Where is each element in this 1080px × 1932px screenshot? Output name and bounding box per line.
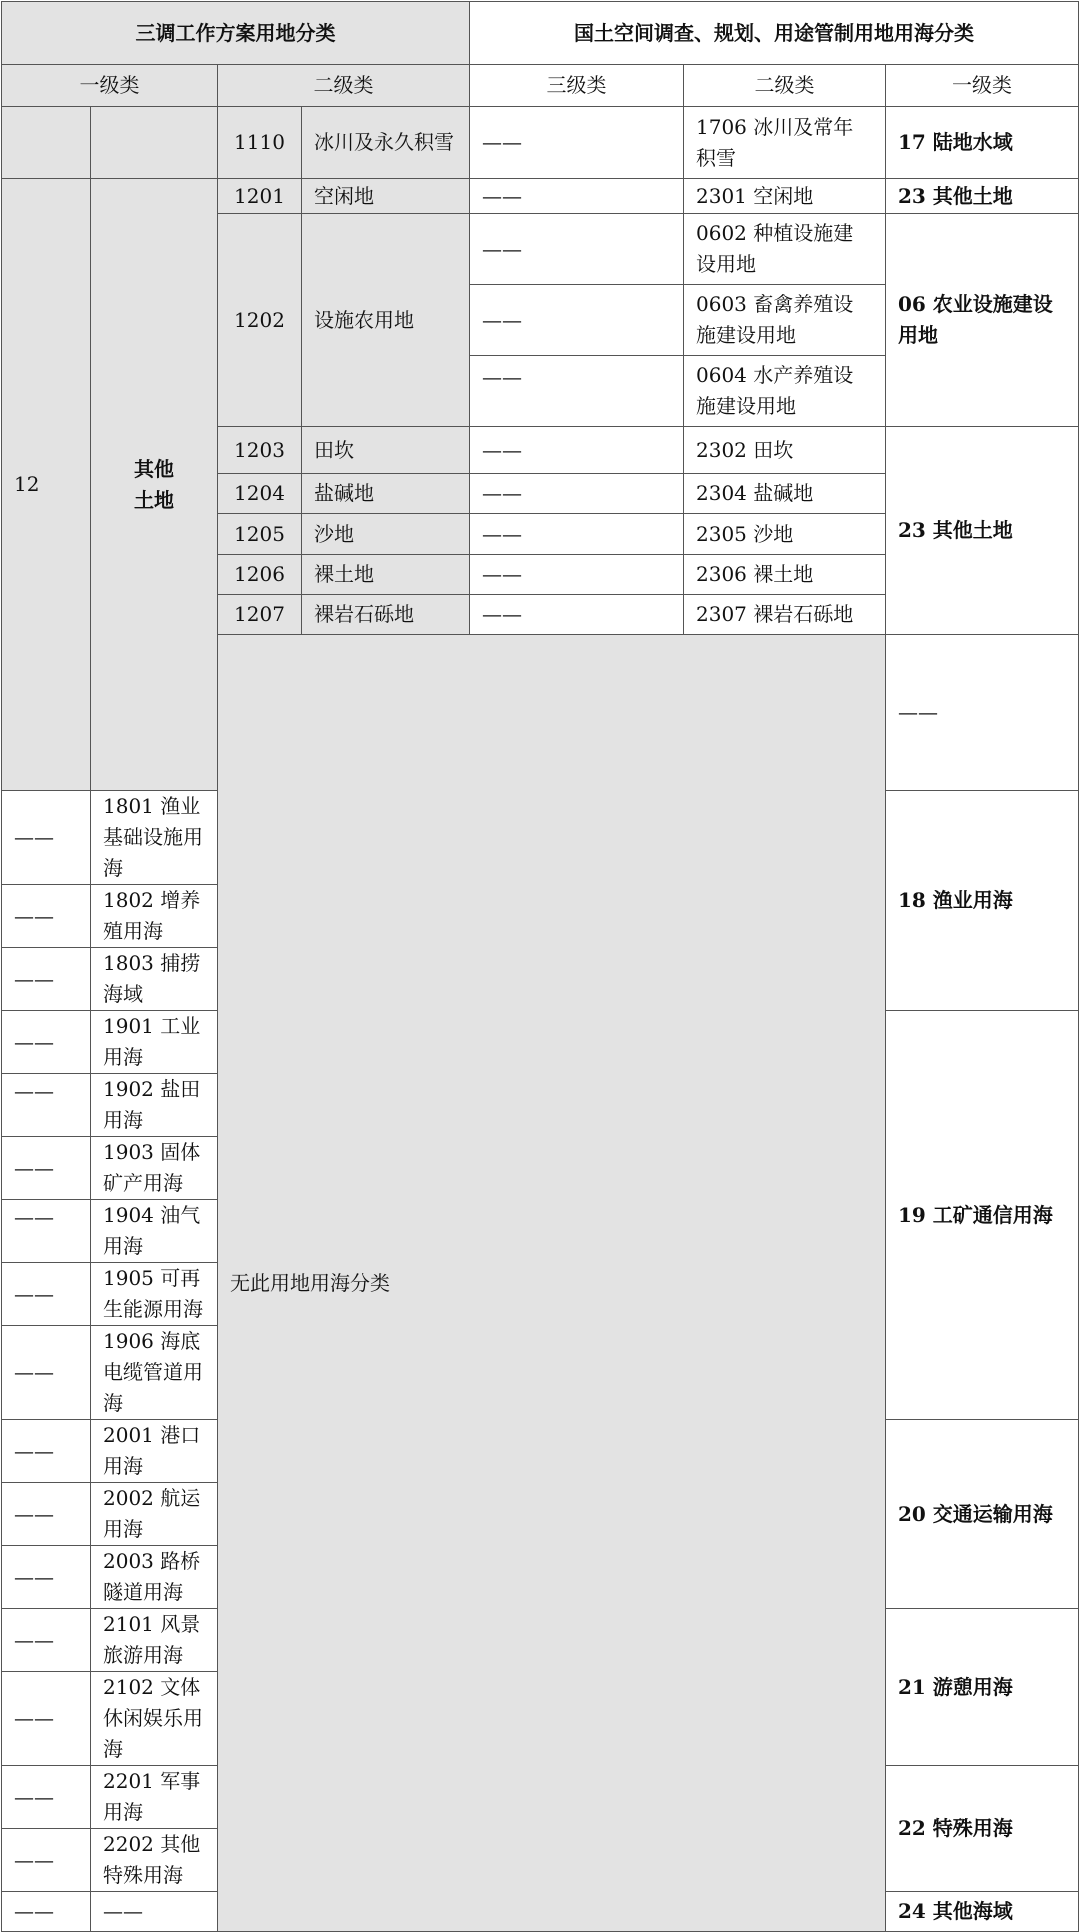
level3-dash: —— <box>2 1420 91 1483</box>
group-name-other-land: 其他 土地 <box>91 179 218 791</box>
level3-dash: —— <box>2 1672 91 1766</box>
empty-cell <box>91 107 218 179</box>
level3-dash: —— <box>2 1137 91 1200</box>
new-level2-2301: 2301 空闲地 <box>684 179 886 214</box>
level3-dash: —— <box>2 1011 91 1074</box>
empty-cell <box>2 107 91 179</box>
level3-dash: —— <box>2 1200 91 1263</box>
level3-dash: —— <box>2 1263 91 1326</box>
new-level2-1904: 1904 油气用海 <box>91 1200 218 1263</box>
level3-dash: —— <box>2 1326 91 1420</box>
level3-dash: —— <box>886 635 1079 791</box>
new-level2-1906: 1906 海底电缆管道用海 <box>91 1326 218 1420</box>
level3-dash: —— <box>470 214 684 285</box>
new-level2-0604: 0604 水产养殖设施建设用地 <box>684 356 886 427</box>
col-header-level3-right: 三级类 <box>470 65 684 107</box>
old-code-1203: 1203 <box>218 427 302 474</box>
new-level2-1802: 1802 增养殖用海 <box>91 885 218 948</box>
new-level2-2102: 2102 文体休闲娱乐用海 <box>91 1672 218 1766</box>
new-level1-20: 20 交通运输用海 <box>886 1420 1079 1609</box>
level3-dash: —— <box>470 179 684 214</box>
level3-dash: —— <box>470 514 684 555</box>
old-code-1201: 1201 <box>218 179 302 214</box>
new-level2-2201: 2201 军事用海 <box>91 1766 218 1829</box>
old-name-1206: 裸土地 <box>302 555 470 595</box>
old-name-1202: 设施农用地 <box>302 214 470 427</box>
new-level1-17: 17 陆地水域 <box>886 107 1079 179</box>
level3-dash: —— <box>470 474 684 514</box>
col-header-level1-right: 一级类 <box>886 65 1079 107</box>
new-level1-21: 21 游憩用海 <box>886 1609 1079 1766</box>
no-classification-cell: 无此用地用海分类 <box>218 635 886 1932</box>
new-level2-0603: 0603 畜禽养殖设施建设用地 <box>684 285 886 356</box>
left-title: 三调工作方案用地分类 <box>2 2 470 65</box>
new-level2-dash: —— <box>91 1892 218 1932</box>
new-level2-2003: 2003 路桥隧道用海 <box>91 1546 218 1609</box>
level3-dash: —— <box>2 1483 91 1546</box>
new-level1-18: 18 渔业用海 <box>886 791 1079 1011</box>
new-level1-23-top: 23 其他土地 <box>886 179 1079 214</box>
new-level2-2307: 2307 裸岩石砾地 <box>684 595 886 635</box>
level3-dash: —— <box>470 285 684 356</box>
col-header-level2-left: 二级类 <box>218 65 470 107</box>
new-level2-1901: 1901 工业用海 <box>91 1011 218 1074</box>
new-level2-2306: 2306 裸土地 <box>684 555 886 595</box>
old-name-1203: 田坎 <box>302 427 470 474</box>
level3-dash: —— <box>2 1609 91 1672</box>
new-level2-2101: 2101 风景旅游用海 <box>91 1609 218 1672</box>
new-level2-2001: 2001 港口用海 <box>91 1420 218 1483</box>
new-level2-1706: 1706 冰川及常年积雪 <box>684 107 886 179</box>
new-level1-24: 24 其他海域 <box>886 1892 1079 1932</box>
land-sea-classification-table <box>1 1 1079 1932</box>
new-level2-2305: 2305 沙地 <box>684 514 886 555</box>
new-level1-22: 22 特殊用海 <box>886 1766 1079 1892</box>
old-name-1204: 盐碱地 <box>302 474 470 514</box>
level3-dash: —— <box>470 107 684 179</box>
level3-dash: —— <box>2 885 91 948</box>
new-level2-2202: 2202 其他特殊用海 <box>91 1829 218 1892</box>
old-code-1206: 1206 <box>218 555 302 595</box>
old-code-1204: 1204 <box>218 474 302 514</box>
level3-dash: —— <box>470 427 684 474</box>
new-level2-1801: 1801 渔业基础设施用海 <box>91 791 218 885</box>
old-code-1202: 1202 <box>218 214 302 427</box>
level3-dash: —— <box>2 948 91 1011</box>
new-level1-19: 19 工矿通信用海 <box>886 1011 1079 1420</box>
level3-dash: —— <box>2 1546 91 1609</box>
old-code-1205: 1205 <box>218 514 302 555</box>
new-level1-06: 06 农业设施建设用地 <box>886 214 1079 427</box>
old-name-1207: 裸岩石砾地 <box>302 595 470 635</box>
new-level2-1905: 1905 可再生能源用海 <box>91 1263 218 1326</box>
old-code-1207: 1207 <box>218 595 302 635</box>
new-level2-2302: 2302 田坎 <box>684 427 886 474</box>
col-header-level1-left: 一级类 <box>2 65 218 107</box>
new-level2-1803: 1803 捕捞海域 <box>91 948 218 1011</box>
new-level2-2002: 2002 航运用海 <box>91 1483 218 1546</box>
old-code-1110: 1110 <box>218 107 302 179</box>
new-level2-2304: 2304 盐碱地 <box>684 474 886 514</box>
old-name-1205: 沙地 <box>302 514 470 555</box>
new-level2-1902: 1902 盐田用海 <box>91 1074 218 1137</box>
level3-dash: —— <box>470 595 684 635</box>
level3-dash: —— <box>2 1829 91 1892</box>
new-level2-1903: 1903 固体矿产用海 <box>91 1137 218 1200</box>
level3-dash: —— <box>2 791 91 885</box>
new-level1-23-bottom: 23 其他土地 <box>886 427 1079 635</box>
level3-dash: —— <box>2 1766 91 1829</box>
group-code-12: 12 <box>2 179 91 791</box>
level3-dash: —— <box>470 555 684 595</box>
col-header-level2-right: 二级类 <box>684 65 886 107</box>
level3-dash: —— <box>2 1892 91 1932</box>
new-level2-0602: 0602 种植设施建设用地 <box>684 214 886 285</box>
old-name-1110: 冰川及永久积雪 <box>302 107 470 179</box>
level3-dash: —— <box>2 1074 91 1137</box>
old-name-1201: 空闲地 <box>302 179 470 214</box>
right-title: 国土空间调查、规划、用途管制用地用海分类 <box>470 2 1079 65</box>
level3-dash: —— <box>470 356 684 427</box>
